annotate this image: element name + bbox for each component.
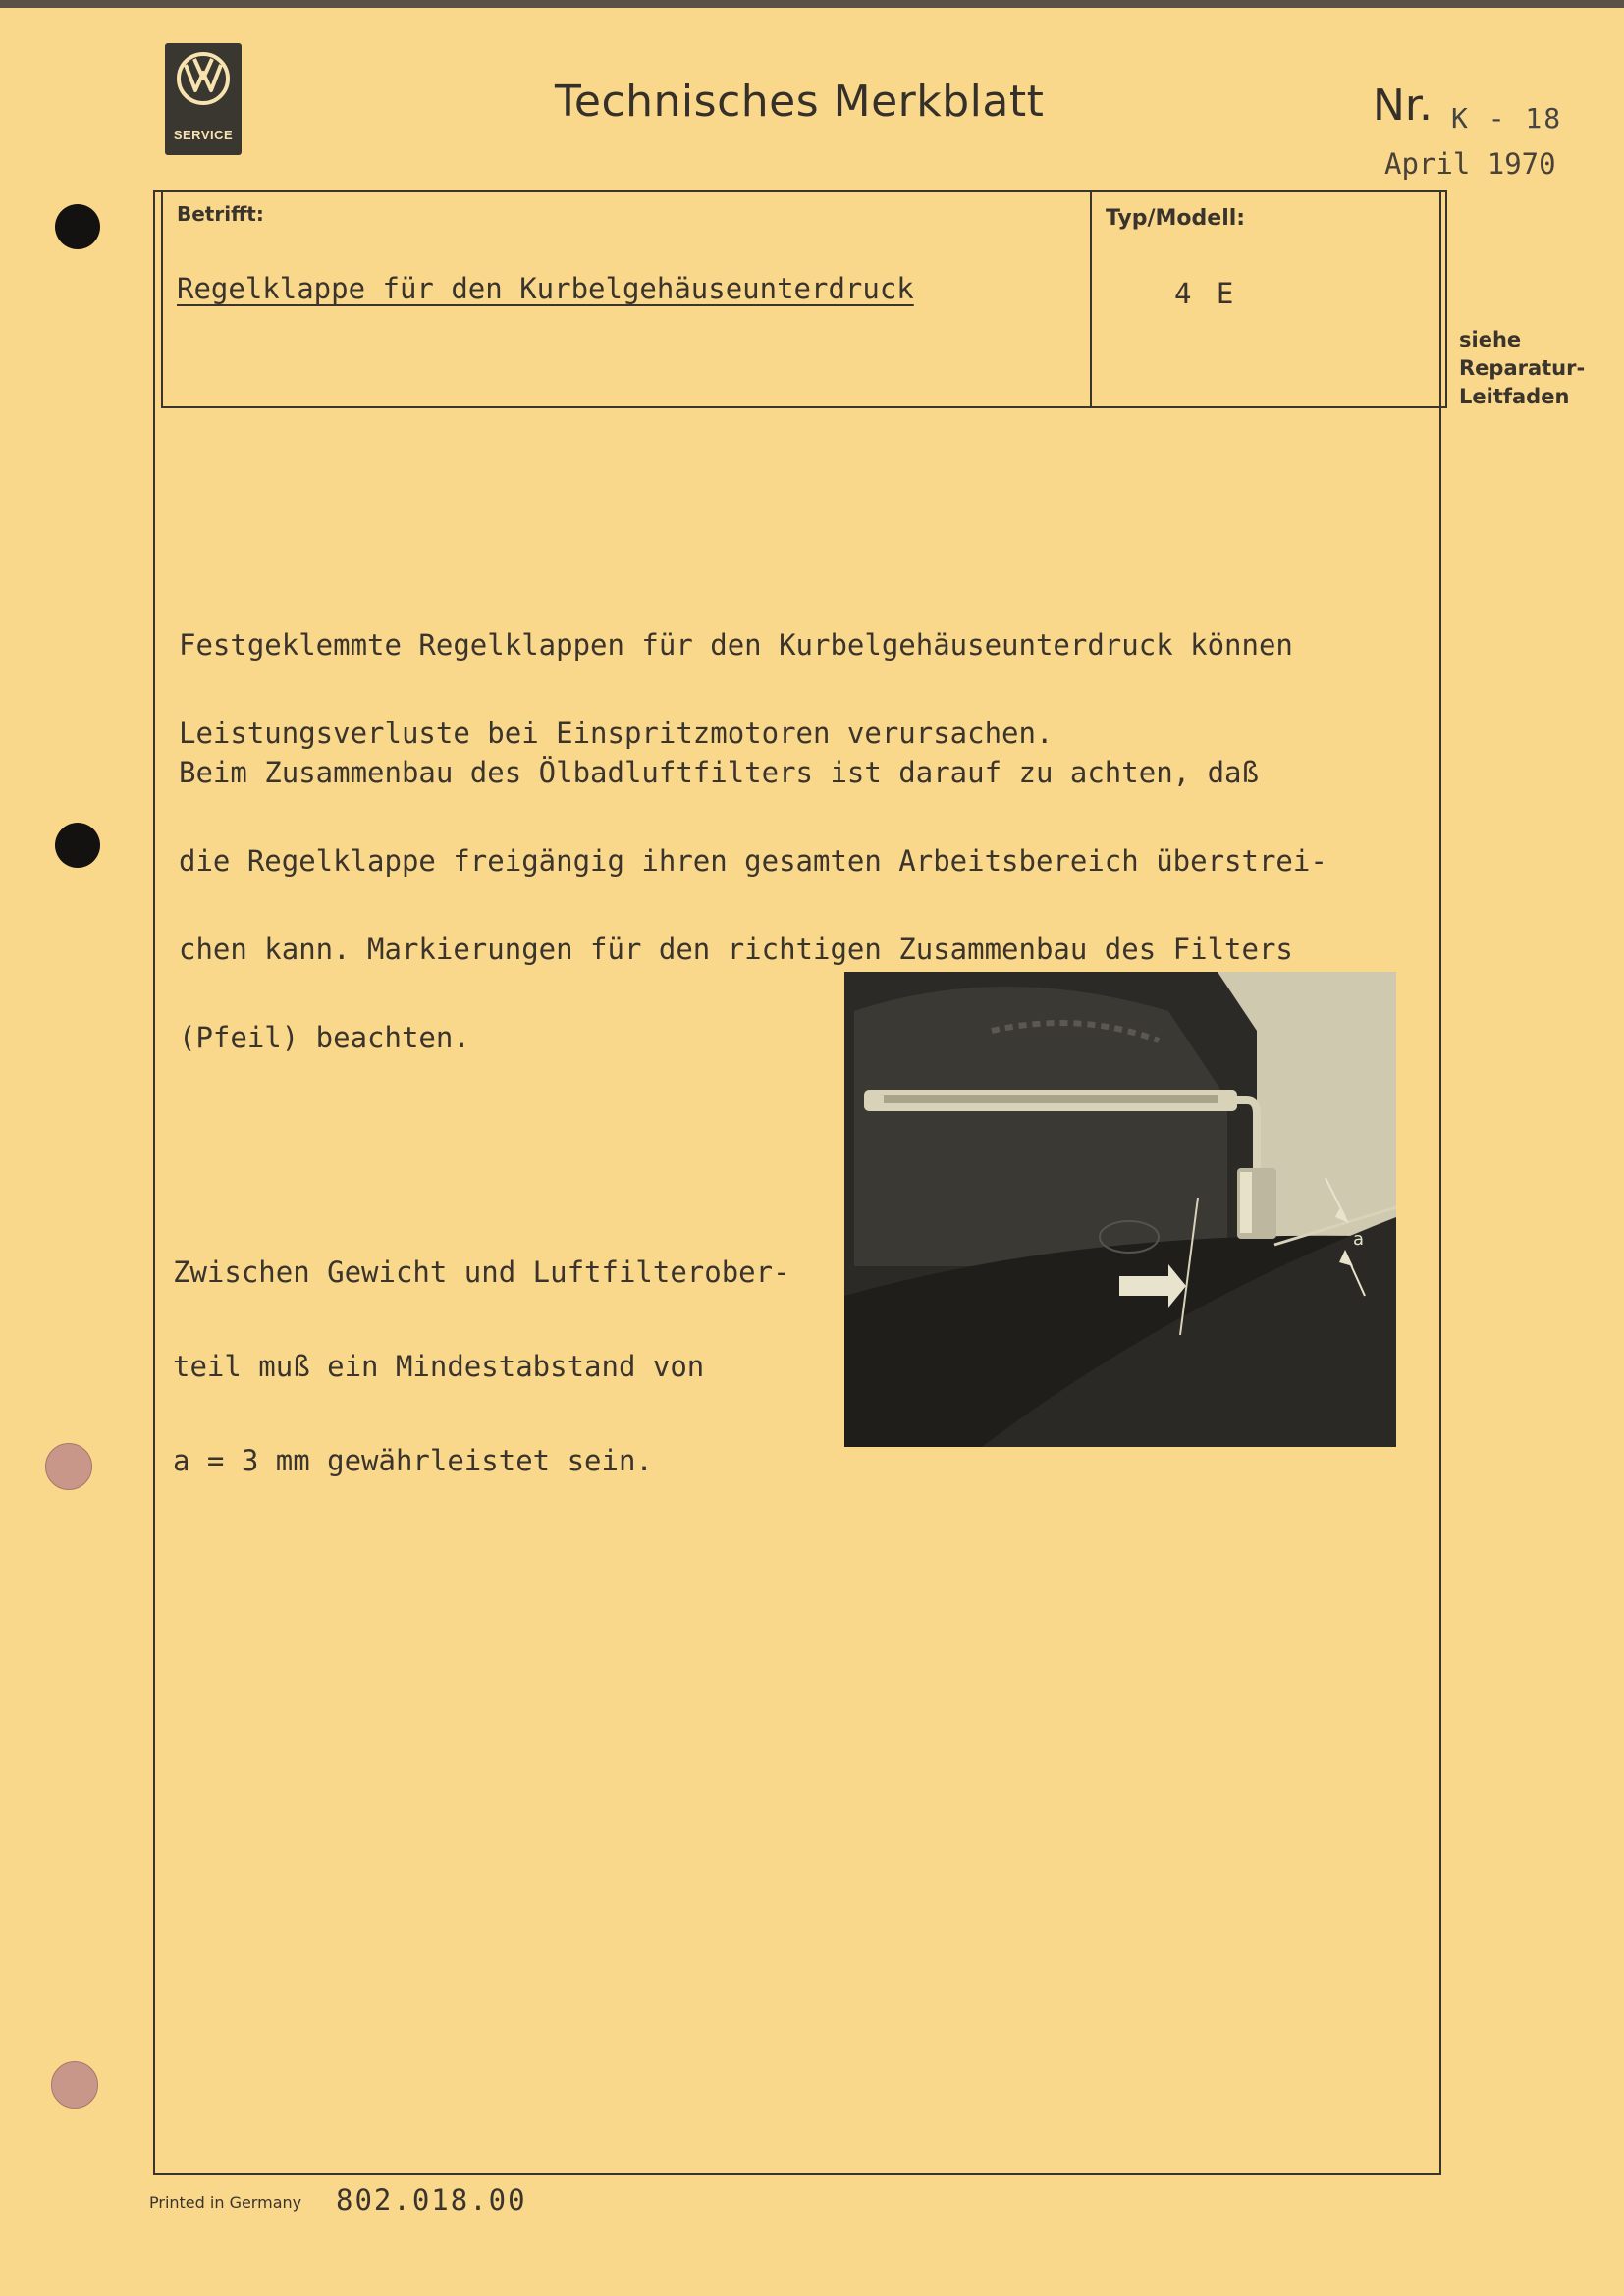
info-box-divider	[1090, 190, 1092, 408]
betrifft-label: Betrifft:	[177, 202, 264, 226]
caption-line: a = 3 mm gewährleistet sein.	[173, 1444, 653, 1477]
paragraph-line: Beim Zusammenbau des Ölbadluftfilters ist darauf zu achten, daß	[179, 756, 1259, 789]
punch-hole	[51, 2061, 98, 2109]
side-note	[1459, 326, 1585, 411]
vw-emblem-icon	[176, 51, 231, 106]
paragraph-line: chen kann. Markierungen für den richtigen Zusammenbau des Filters	[179, 933, 1293, 966]
photo-caption	[173, 1194, 790, 1508]
printed-in-germany: Printed in Germany	[149, 2193, 302, 2212]
top-edge	[0, 0, 1624, 8]
number-label: Nr.	[1373, 80, 1433, 131]
paragraph-line: (Pfeil) beachten.	[179, 1021, 470, 1054]
photo-label-a: a	[1353, 1229, 1365, 1250]
subject-text: Regelklappe für den Kurbelgehäuseunterdruck	[177, 272, 914, 305]
logo-service-text: SERVICE	[173, 128, 234, 142]
punch-hole	[45, 1443, 92, 1490]
air-filter-photo-illustration	[844, 972, 1396, 1447]
punch-hole	[55, 823, 100, 868]
side-note-line: siehe	[1459, 328, 1522, 351]
air-filter-photo	[844, 972, 1396, 1447]
document-number: K - 18	[1451, 102, 1563, 134]
paragraph-line: Leistungsverluste bei Einspritzmotoren verursachen.	[179, 717, 1054, 750]
page-title: Technisches Merkblatt	[555, 77, 1045, 127]
caption-line: Zwischen Gewicht und Luftfilterober-	[173, 1255, 790, 1289]
side-note-line: Leitfaden	[1459, 385, 1570, 408]
caption-line: teil muß ein Mindestabstand von	[173, 1350, 705, 1383]
paragraph-line: die Regelklappe freigängig ihren gesamten Arbeitsbereich überstrei-	[179, 844, 1327, 878]
document-date: April 1970	[1384, 147, 1556, 181]
paragraph-line: Festgeklemmte Regelklappen für den Kurbelgehäuseunterdruck können	[179, 628, 1293, 662]
vw-service-logo	[165, 43, 242, 155]
side-note-line: Reparatur-	[1459, 356, 1586, 380]
punch-hole	[55, 204, 100, 249]
form-code: 802.018.00	[336, 2183, 527, 2216]
typ-modell-label: Typ/Modell:	[1106, 206, 1246, 231]
model-value: 4 E	[1174, 277, 1238, 310]
